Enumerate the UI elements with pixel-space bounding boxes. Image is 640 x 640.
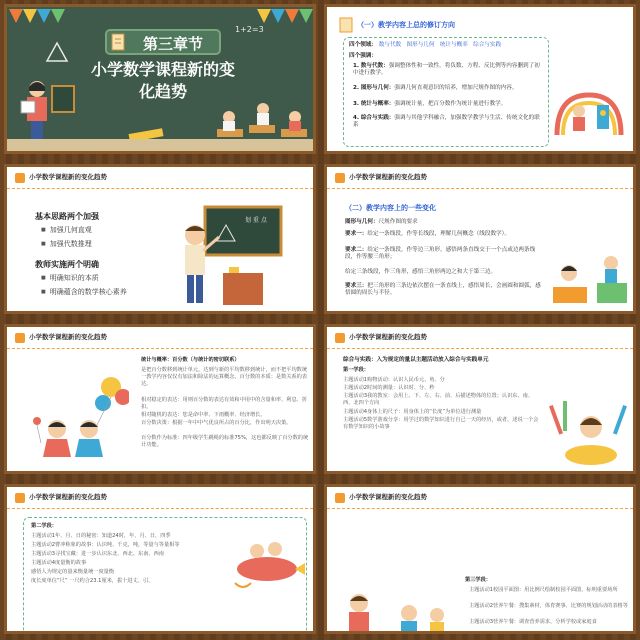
slide-5-statistics[interactable] [4,324,316,474]
floor [7,139,313,151]
second-line-3: 主题活动3寻找宝藏：进一步认识东北、西北、东南、西南 [31,551,164,557]
item-algebra: ■ 加强代数推理 [41,239,92,249]
header-text: 小学数学课程新的变化趋势 [29,333,107,341]
point-1: 1. 数与代数：强调整体性和一致性，将负数、方程、反比例等内容删到了初中进行教学。 [353,63,540,76]
slide-header [7,167,313,189]
practice-line-2: 主题活动2时间的测量：认识时、分、秒 [343,385,435,391]
slide-header [327,487,633,509]
point-2: 2. 图形与几何：强调几何直观意识的培养，增加尺规作图的内容。 [353,85,518,91]
header-text: 小学数学课程新的变化趋势 [29,493,107,501]
slide-8-third-stage[interactable] [324,484,636,634]
slide-2-revision-direction[interactable] [324,4,636,154]
field-1: 数与代数 [378,42,402,48]
fields-label: 四个领域： [349,42,377,48]
second-line-4: 主题活动4度量衡的故事 [31,560,87,566]
title-line-2: 化趋势 [138,82,187,101]
header-text: 小学数学课程新的变化趋势 [349,493,427,501]
header-marker-icon [15,173,25,183]
four-points-label: 四个强调： [349,53,377,59]
mini-board-illustration [51,85,75,115]
rocket-kids-illustration [229,525,305,595]
field-3: 统计与概率 [439,42,468,48]
practice-line-3: 主题活动3我的教室：会用上、下、左、右、前、后描述物体的位置；认识东、南、西、北四个方向 [343,393,534,407]
third-line-3: 主题活动3营养午餐：调查营养需求，分析学校或家庭食 [469,619,597,625]
header-marker-icon [15,493,25,503]
change-line-3: 要求二：给定一条线段，作等边三角形，感悟两条直线交于一个点或边两条线段，作等腰三角形； [345,247,536,260]
slide-title [57,59,269,103]
header-text: 小学数学课程新的变化趋势 [29,173,107,181]
stat-para-2: 相对稳定的表达：用则百分数的表达有效和中用中的含量和率、利息、折扣。 [141,397,308,411]
header-marker-icon [335,173,345,183]
field-4: 综合与实践 [473,42,502,48]
point-4: 4. 综合与实践：强调与其他学科融合，加强数学教学与生活、传统文化的联系 [353,115,540,128]
header-marker-icon [335,493,345,503]
third-line-1: 主题活动1校园平面图：用比例尺绘制校园平面图，标明重要场所 [469,587,618,593]
header-text: 小学数学课程新的变化趋势 [349,333,427,341]
kids-illustration [553,75,627,141]
stat-para-3: 相对随机的表达：您是命中率、下雨概率、经济增长。 [141,412,266,418]
change-line-5: 要求三：把三角形的三条边依次摆在一条直线上，感悟周长，会画圆和圆弧，感悟圆的周长与半径。 [345,283,541,296]
header-marker-icon [15,333,25,343]
reading-kids-illustration [547,247,633,309]
item-essence: ■ 明确知识的本质 [41,273,99,283]
item-literacy: ■ 明确蕴含的数学核心素养 [41,287,127,297]
title-line-1: 小学数学课程新的变 [90,60,235,79]
header-text: 小学数学课程新的变化趋势 [349,173,427,181]
practice-heading: 综合与实践：入为规定的量以主题活动放入综合与实践单元 [343,357,489,363]
section-title: （二）教学内容上的一些变化 [345,204,436,212]
change-line-2: 要求一：给定一条线段，作等长线段，理解几何概念（线段数学）。 [345,231,511,237]
bunting-decoration [7,7,313,27]
stat-para-5: 百分数作为标准：四年级学生跳绳的标准75%，这也都反映了百分数的统计功能。 [141,435,309,449]
second-line-6: 度长度单位“尺” 一尺约合23.1厘米，拔十进丈、引、 [31,578,154,584]
item-geometry: ■ 加强几何直观 [41,225,92,235]
first-stage-label: 第一学段： [343,367,369,373]
slide-header [7,487,313,509]
chapter-label: 第三章节 [142,35,203,53]
set-square-icon [45,41,69,63]
practice-line-1: 主题活动1购物活动：认识人民币元、角、分 [343,377,445,383]
stat-para-1: 是把百分数移到统计单元，达到与新的平均数移到统计，而不把平均数统一教学内容仅仅有加法和除法的运算概念，百分数的本质：是数关系的表达。 [141,367,308,388]
second-line-2: 主题活动2曹冲称象的故事：认识吨、千克，吨，等量与等量相等 [31,542,180,548]
slide-3-basic-ideas[interactable] [4,164,316,314]
slide-header [327,167,633,189]
slide-header [327,327,633,349]
girls-balloons-illustration [19,373,129,469]
section-title: （一）教学内容上总的修订方向 [357,21,455,29]
chalk-equation: 1+2=3 [235,25,264,34]
girl-with-pencils-illustration [549,397,633,469]
slide-7-second-stage[interactable] [4,484,316,634]
slide-header [7,327,313,349]
second-stage-label: 第二学段： [31,523,57,529]
point-3: 3. 统计与概率：强调统计量，把百分数作为统计量进行教学。 [353,101,507,107]
board-text: 划 重 点 [245,217,267,224]
notebook-icon [339,17,353,33]
third-stage-label: 第三学段： [465,577,491,583]
heading-strengthen: 基本思路两个加强 [35,212,99,221]
second-line-5: 感悟人为规定的量来衡量统一度量衡 [31,569,115,575]
slide-4-content-changes[interactable] [324,164,636,314]
children-illustration [337,589,457,634]
slide-1-title[interactable] [4,4,316,154]
change-line-4: 给定三条线段，作三角形，感悟三角形两边之和大于第三边。 [345,269,497,275]
slide-6-practice[interactable] [324,324,636,474]
third-line-2: 主题活动2营养午餐：搜集素材，体育赛事、比赛的规划活动的表格等 [469,603,628,609]
stat-heading: 统计与概率：百分数（与统计的密切联系） [141,357,240,363]
second-line-1: 主题活动1年、月、日的秘密：知道24时，年、月、日，四季 [31,533,171,539]
fields-row [349,42,501,49]
header-marker-icon [335,333,345,343]
change-line-1: 图形与几何：尺规作图的要求 [345,219,418,225]
field-2: 图形与几何 [406,42,435,48]
stat-para-4: 百分数决策：根据一年中中气优良所占的百分比，作出明天决策。 [141,420,292,426]
heading-clarify: 教师实施两个明确 [35,260,99,269]
practice-line-5: 主题活动5数学游戏分享：用学过的数学知识进行自己一天的经历，或者，述说一个会有数学知识的小故事 [343,417,539,431]
practice-line-4: 主题活动4身体上的尺子：用身体上的“长度”为单位进行测量 [343,409,482,415]
